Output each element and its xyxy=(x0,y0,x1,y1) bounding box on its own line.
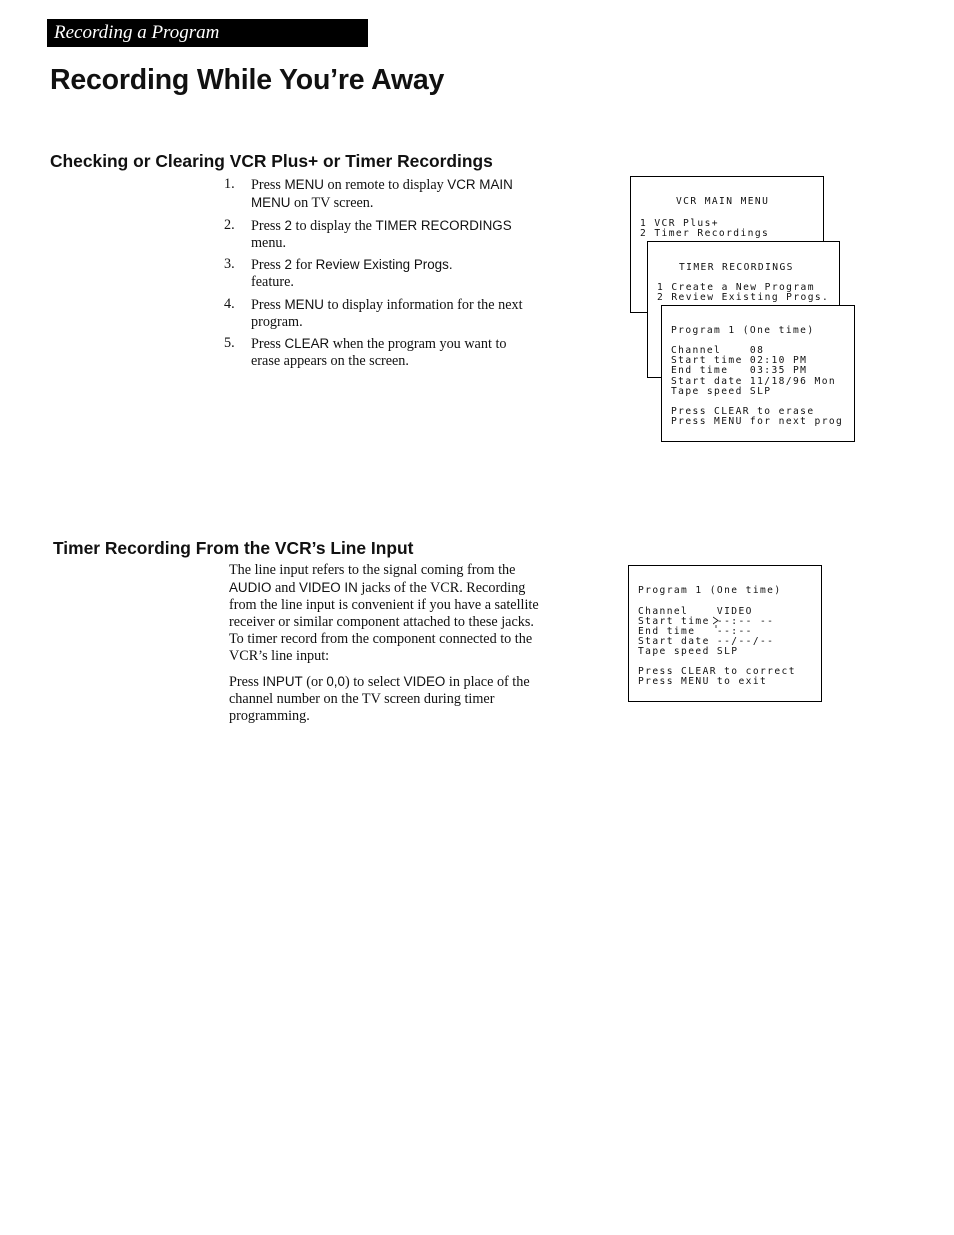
screen-title: VCR MAIN MENU xyxy=(676,196,770,207)
step-number: 4. xyxy=(224,295,235,312)
paragraph-text: and xyxy=(271,580,300,596)
paragraph-text: in place of the channel number on the TV screen during timer programming. xyxy=(229,674,530,724)
screen-row: Channel 08 xyxy=(671,345,765,356)
section-tab: Recording a Program xyxy=(47,19,368,47)
step-text: when the program you want to erase appears on the screen. xyxy=(251,336,507,369)
step-key: MENU xyxy=(284,177,324,192)
screen-row: Start time 02:10 PM xyxy=(671,355,808,366)
screen-menu-item: 2 Review Existing Progs. xyxy=(657,292,830,303)
steps-list xyxy=(224,176,524,375)
screen-row: Channel VIDEO xyxy=(638,606,753,617)
step-text: Press xyxy=(251,217,285,234)
step-number: 5. xyxy=(224,335,235,351)
step-key: MENU xyxy=(284,296,324,312)
step-number: 2. xyxy=(224,216,235,233)
screen-menu-item: 1 Create a New Program xyxy=(657,282,815,293)
screen-row: Tape speed SLP xyxy=(638,646,739,657)
cursor-icon xyxy=(713,615,719,629)
step-number: 3. xyxy=(224,256,235,272)
input-instruction-paragraph xyxy=(229,673,549,725)
screen-menu-item: 1 VCR Plus+ xyxy=(640,218,719,229)
step-key: Review Existing Progs. xyxy=(315,257,453,272)
screen-title: Program 1 (One time) xyxy=(671,325,815,336)
step-text: to display the xyxy=(291,217,376,234)
step-item xyxy=(224,335,524,370)
paragraph-key: VIDEO xyxy=(403,674,446,689)
paragraph-text: The line input refers to the signal coming from the xyxy=(229,562,516,578)
step-item xyxy=(224,217,524,252)
step-text: Press xyxy=(251,177,285,193)
screen-row: End time 03:35 PM xyxy=(671,365,808,376)
screen-row: End time --:-- xyxy=(638,626,753,637)
step-key: TIMER RECORDINGS xyxy=(375,217,512,233)
section-heading-line-input: Timer Recording From the VCR’s Line Input xyxy=(53,538,414,558)
screen-menu-item: 2 Timer Recordings xyxy=(640,228,770,239)
step-text: on remote to display xyxy=(323,177,448,193)
program-info-screen xyxy=(661,305,855,442)
step-key: CLEAR xyxy=(284,336,330,351)
paragraph-key: INPUT xyxy=(262,674,303,689)
screen-title: Program 1 (One time) xyxy=(638,585,782,596)
page-title: Recording While You’re Away xyxy=(50,64,445,96)
step-item xyxy=(224,296,524,331)
screen-footer: Press CLEAR to erase xyxy=(671,406,815,417)
step-text: for xyxy=(291,257,316,273)
screen-row: Start date 11/18/96 Mon xyxy=(671,376,837,387)
paragraph-text: (or xyxy=(302,674,327,690)
paragraph-text: Press xyxy=(229,674,263,690)
step-item xyxy=(224,256,524,291)
screen-row: Start time --:-- -- xyxy=(638,616,775,627)
step-text: Press xyxy=(251,257,285,273)
screen-footer: Press CLEAR to correct xyxy=(638,666,796,677)
paragraph-key: AUDIO xyxy=(229,580,272,595)
step-text: menu. xyxy=(251,234,287,251)
section-heading-checking: Checking or Clearing VCR Plus+ or Timer Recordings xyxy=(50,151,493,171)
paragraph-text: jacks of the VCR. Recording from the line input is convenient if you have a satellite receiver or similar component attached to these jacks. To timer record from the component connected to the VCR’s line input: xyxy=(229,580,539,664)
line-input-program-screen xyxy=(628,565,822,702)
step-key: 2 xyxy=(284,257,292,272)
step-item xyxy=(224,176,524,212)
step-text: on TV screen. xyxy=(290,195,374,211)
step-key: 2 xyxy=(284,217,292,233)
paragraph-key: VIDEO IN xyxy=(299,580,358,595)
step-key: VCR MAIN MENU xyxy=(251,177,513,210)
screen-title: TIMER RECORDINGS xyxy=(679,262,794,273)
screen-footer: Press MENU for next prog xyxy=(671,416,844,427)
screen-footer: Press MENU to exit xyxy=(638,676,768,687)
line-input-paragraph xyxy=(229,562,549,665)
step-text: feature. xyxy=(251,274,294,290)
paragraph-text: ) to select xyxy=(344,674,404,690)
step-text: Press xyxy=(251,296,285,313)
screen-row: Start date --/--/-- xyxy=(638,636,775,647)
step-number: 1. xyxy=(224,176,235,192)
screen-row: Tape speed SLP xyxy=(671,386,772,397)
step-text: Press xyxy=(251,336,285,352)
step-text: to display information for the next program. xyxy=(251,296,523,330)
paragraph-key: 0,0 xyxy=(326,674,345,689)
